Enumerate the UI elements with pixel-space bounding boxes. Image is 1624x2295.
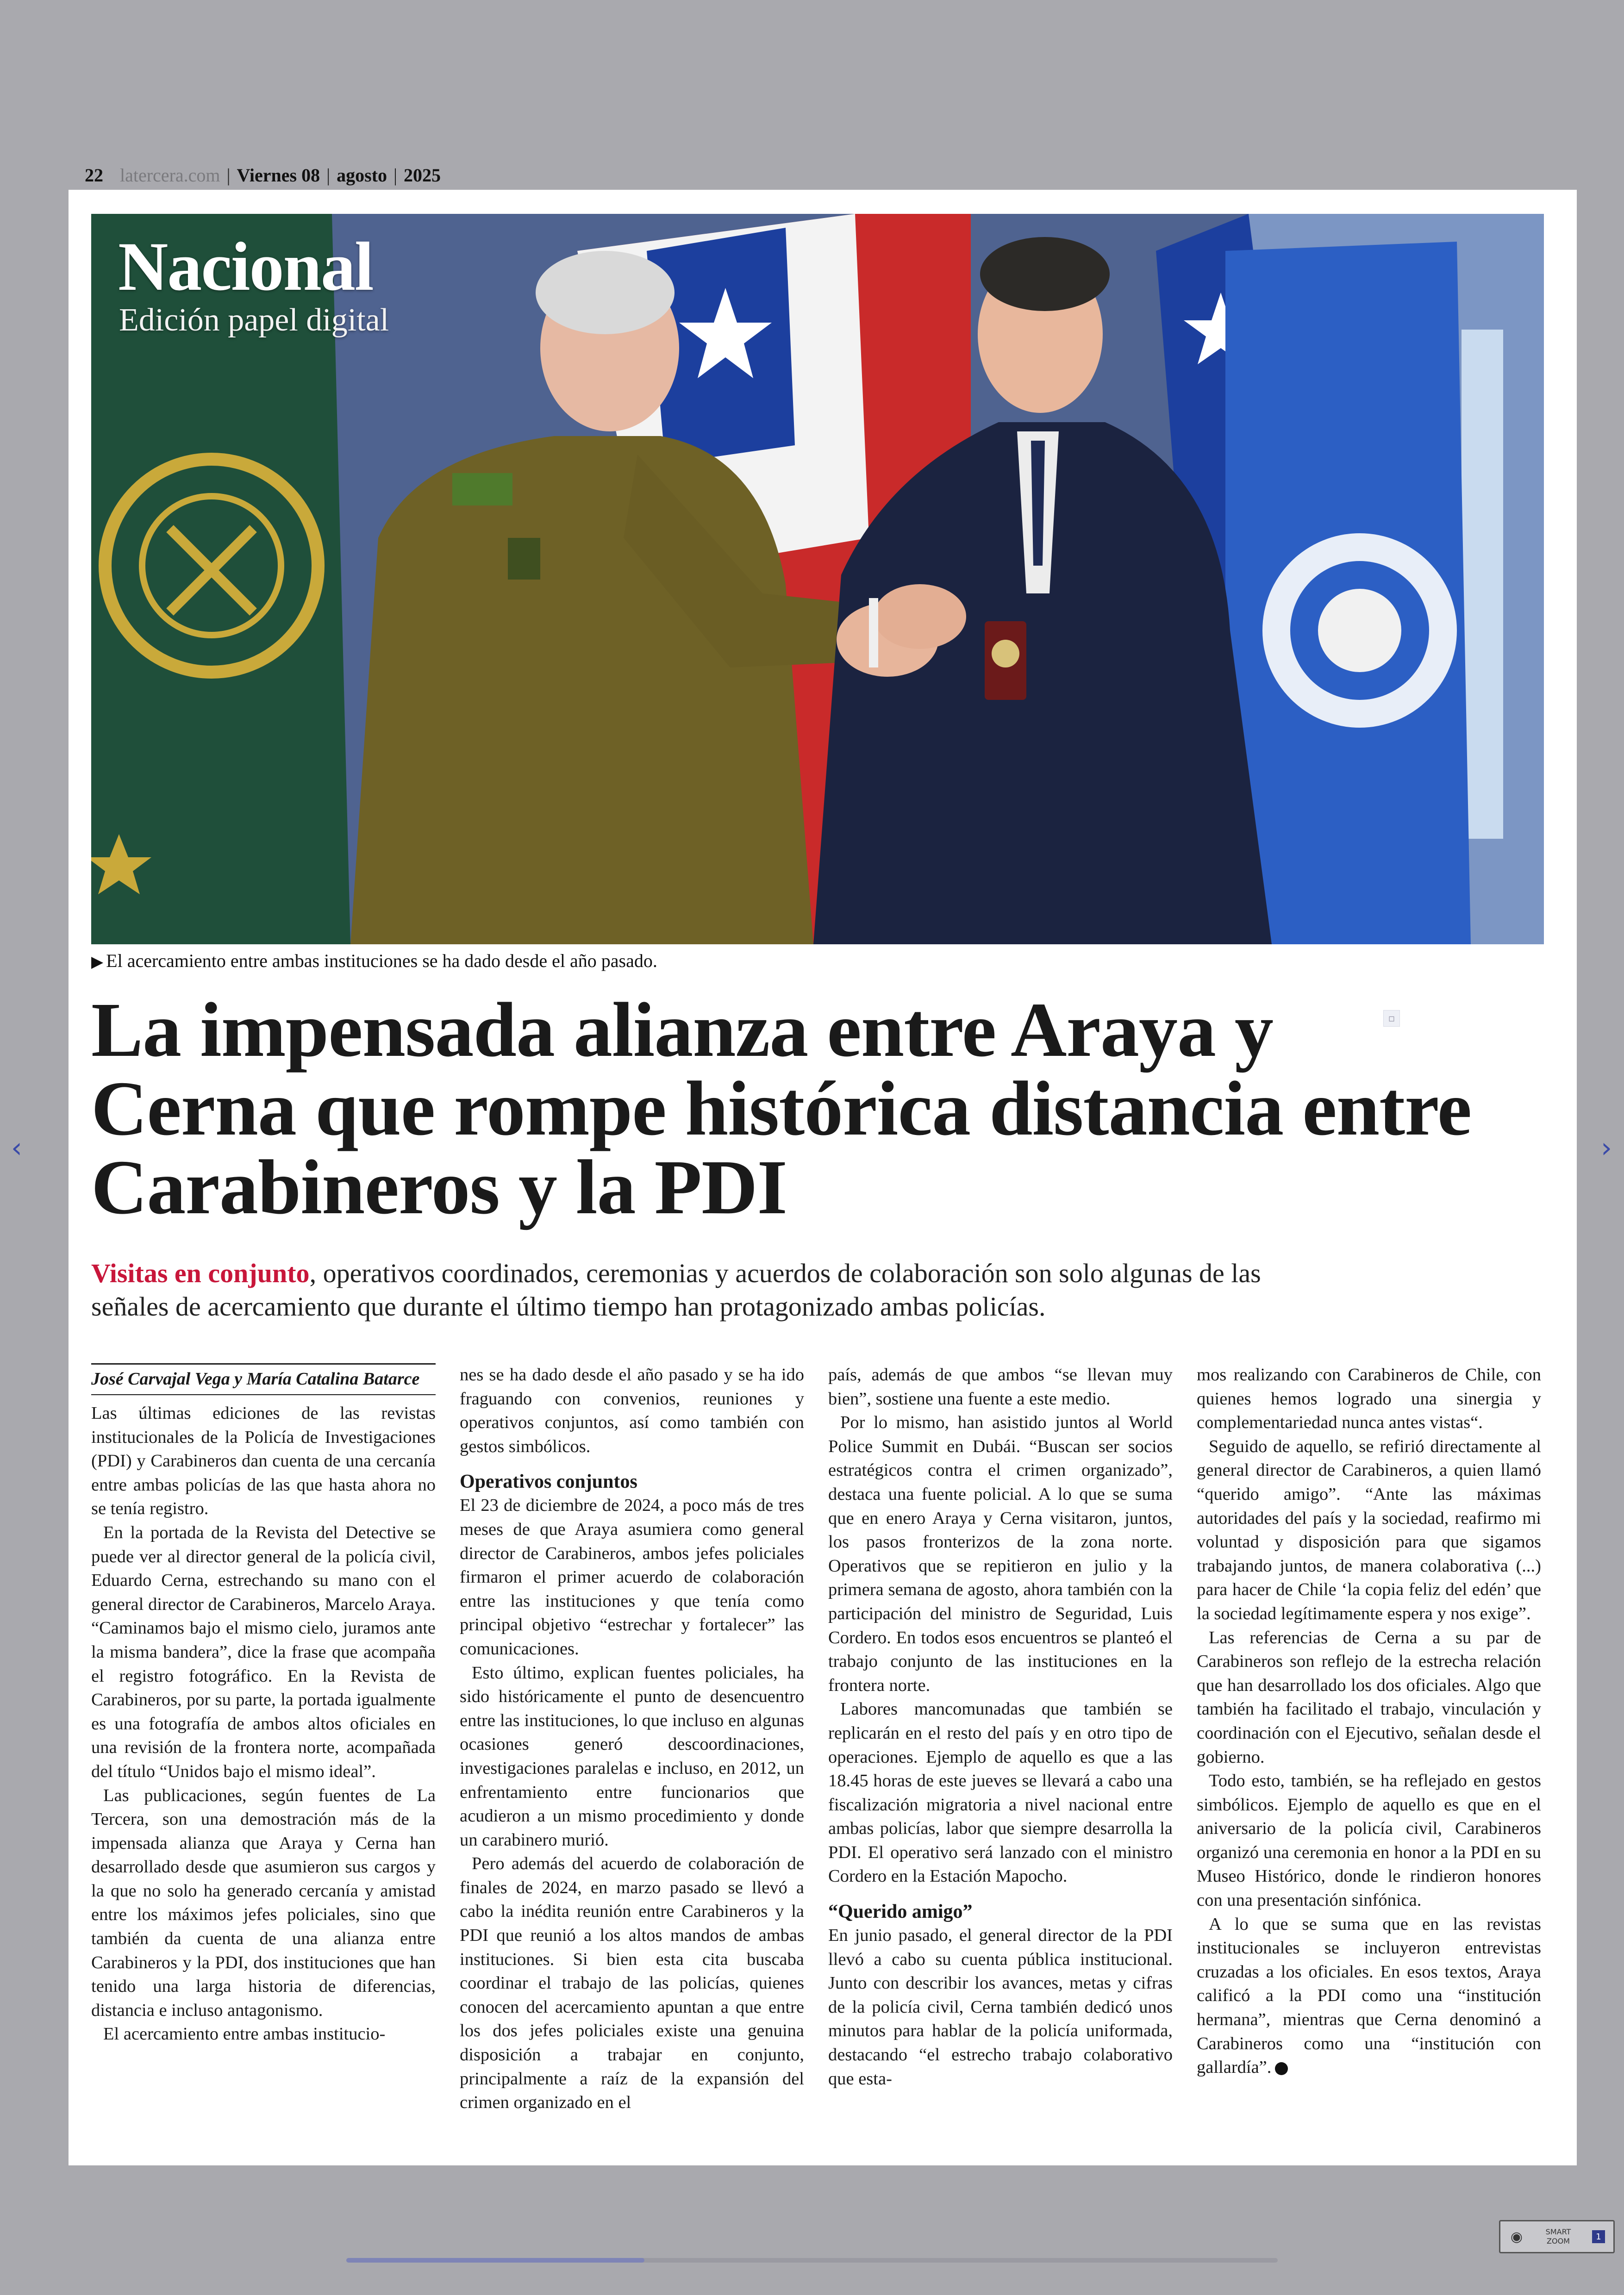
smart-zoom-label: SMART ZOOM bbox=[1545, 2227, 1571, 2245]
paragraph: Pero además del acuerdo de colaboración de finales de 2024, en marzo pasado se llevó a cabo la inédita reunión entre Carabineros y la PDI que reunió a los altos mandos de ambas instituciones. Si bien esta cita buscaba coordinar el trabajo de las policías, quienes conocen del acercamiento apuntan a que entre los dos jefes policiales existe una genuina disposición a trabajar en conjunto, principalmente a raíz de la expansión del crimen organizado en el bbox=[460, 1854, 804, 2113]
article-headline: La impensada alianza entre Araya y Cerna que rompe histórica distancia entre Carabineros y la PDI bbox=[91, 987, 1472, 1230]
chevron-right-icon: › bbox=[1601, 1132, 1612, 1164]
newspaper-page bbox=[69, 190, 1577, 2165]
smart-zoom-button[interactable] bbox=[1499, 2220, 1615, 2253]
paragraph: En la portada de la Revista del Detective se puede ver al director general de la policía civil, Eduardo Cerna, estrechando su mano con el general director de Carabineros, Marcelo Araya. “Caminamos bajo el mismo cielo, juramos ante la misma bandera”, dice la frase que acompaña el registro fotográfico. En la Revista de Carabineros, por su parte, la portada igualmente es una fotografía de ambos altos oficiales en una revisión de la frontera norte, acompañada del título “Unidos bajo el mismo ideal”. bbox=[91, 1522, 436, 1781]
page-progress-bar[interactable] bbox=[346, 2258, 1278, 2263]
paragraph: El acercamiento entre ambas institucio- bbox=[103, 2024, 386, 2044]
separator: | bbox=[394, 164, 398, 186]
paragraph: Labores mancomunadas que también se replicarán en el resto del país y en otro tipo de operaciones. Ejemplo de aquello es que a las 18.45 horas de este jueves se llevará a cabo una fiscalización migratoria a nivel nacional entre ambas policías, labor que siempre desarrolla la PDI. El operativo será lanzado con el ministro Cordero en la Estación Mapocho. bbox=[828, 1699, 1173, 1886]
paragraph: Esto último, explican fuentes policiales, ha sido históricamente el punto de desencuentro entre las instituciones, lo que incluso en algunas ocasiones generó descoordinaciones, investigaciones paralelas e incluso, en 2012, un enfrentamiento entre funcionarios que acudieron a un mismo procedimiento y donde un carabinero murió. bbox=[460, 1663, 804, 1850]
paragraph: Seguido de aquello, se refirió directamente al general director de Carabineros, a quien llamó “querido amigo”. “Ante las máximas autoridades del país y la sociedad, reafirmo mi voluntad y disposición para que sigamos trabajando juntos, de manera colaborativa (...) para hacer de Chile ‘la copia feliz del edén’ que la sociedad legítimamente espera y nos exige”. bbox=[1197, 1436, 1541, 1623]
document-icon[interactable]: ▫ bbox=[1383, 1010, 1400, 1027]
caption-arrow-icon: ▶ bbox=[91, 953, 104, 971]
next-page-button[interactable] bbox=[1593, 1129, 1620, 1166]
dek-text: , operativos coordinados, ceremonias y acuerdos de colaboración son solo algunas de las señales de acercamiento que durante el último tiempo han protagonizado ambas policías. bbox=[91, 1258, 1261, 1322]
paragraph: nes se ha dado desde el año pasado y se ha ido fraguando con convenios, reuniones y operativos conjuntos, así como también con gestos simbólicos. bbox=[460, 1365, 804, 1456]
subheading: Operativos conjuntos bbox=[460, 1471, 637, 1493]
paragraph: país, además de que ambos “se llevan muy bien”, sostiene una fuente a este medio. bbox=[828, 1365, 1173, 1409]
issue-day: Viernes 08 bbox=[237, 164, 320, 186]
paragraph-text: A lo que se suma que en las revistas institucionales se incluyeron entrevistas cruzadas a los oficiales. En esos textos, Araya calificó a la PDI como una “institución hermana”, mientras que Cerna denominó a Carabineros como una “institución con gallardía”. bbox=[1197, 1914, 1541, 2077]
article-column-3 bbox=[828, 1363, 1173, 2091]
issue-month: agosto bbox=[337, 164, 387, 186]
paragraph: Por lo mismo, han asistido juntos al World Police Summit en Dubái. “Buscan ser socios estratégicos contra el crimen organizado”, destaca una fuente policial. A lo que se suma que en enero Araya y Cerna visitaron, juntos, los pasos fronterizos de la zona norte. Operativos que se repitieron en julio y la primera semana de agosto, ahora también con la participación del ministro de Seguridad, Luis Cordero. En todos esos encuentros se planteó el trabajo conjunto de las instituciones en la frontera norte. bbox=[828, 1413, 1173, 1695]
end-mark-icon bbox=[1275, 2062, 1288, 2075]
chevron-left-icon: ‹ bbox=[11, 1132, 22, 1164]
progress-fill bbox=[346, 2258, 644, 2263]
article-dek bbox=[91, 1257, 1341, 1323]
previous-page-button[interactable] bbox=[3, 1129, 31, 1166]
paragraph: Las referencias de Cerna a su par de Carabineros son reflejo de la estrecha relación que han desarrollado los dos oficiales. Algo que también ha facilitado el trabajo, vinculación y coordinación con el Ejecutivo, señalan desde el gobierno. bbox=[1197, 1628, 1541, 1767]
page-header bbox=[85, 161, 441, 189]
byline: José Carvajal Vega y María Catalina Batarce bbox=[91, 1363, 436, 1395]
subheading: “Querido amigo” bbox=[828, 1901, 973, 1923]
section-subtitle: Edición papel digital bbox=[119, 302, 389, 338]
paragraph: En junio pasado, el general director de la PDI llevó a cabo su cuenta pública institucional. Junto con describir los avances, metas y cifras de la policía civil, Cerna también dedicó unos minutos para hablar de la policía uniformada, destacando “el estrecho trabajo colaborativo que esta- bbox=[828, 1926, 1173, 2089]
separator: | bbox=[326, 164, 331, 186]
eye-icon: ◉ bbox=[1510, 2228, 1523, 2245]
caption-text: El acercamiento entre ambas instituciones se ha dado desde el año pasado. bbox=[106, 950, 657, 971]
section-title: Nacional bbox=[118, 228, 373, 305]
separator: | bbox=[226, 164, 231, 186]
article-column-4 bbox=[1197, 1363, 1541, 2080]
issue-year: 2025 bbox=[404, 164, 441, 186]
paragraph: El 23 de diciembre de 2024, a poco más de tres meses de que Araya asumiera como general director de Carabineros, ambos jefes policiales firmaron el primer acuerdo de colaboración entre las instituciones y que tenía como principal objetivo “estrechar y fortalecer” las comunicaciones. bbox=[460, 1496, 804, 1659]
paragraph-last bbox=[1197, 1913, 1541, 2080]
smart-zoom-badge: 1 bbox=[1592, 2230, 1605, 2243]
site-name: latercera.com bbox=[120, 164, 220, 186]
article-column-1 bbox=[91, 1363, 436, 2046]
page-number: 22 bbox=[85, 164, 103, 186]
dek-kicker: Visitas en conjunto bbox=[91, 1258, 310, 1288]
lead-photo bbox=[91, 214, 1544, 944]
paragraph: Las últimas ediciones de las revistas institucionales de la Policía de Investigaciones (PDI) y Carabineros dan cuenta de una cercanía entre ambas policías de las que hasta ahora no se tenía registro. bbox=[91, 1403, 436, 1519]
paragraph: Todo esto, también, se ha reflejado en gestos simbólicos. Ejemplo de aquello es que en el aniversario de la policía civil, Carabineros organizó una ceremonia en honor a la PDI en su Museo Histórico, donde le rindieron honores con una presentación sinfónica. bbox=[1197, 1771, 1541, 1910]
paragraph: mos realizando con Carabineros de Chile, con quienes hemos logrado una sinergia y complementariedad nunca antes vistas“. bbox=[1197, 1365, 1541, 1433]
article-column-2 bbox=[460, 1363, 804, 2115]
paragraph: Las publicaciones, según fuentes de La Tercera, son una demostración más de la impensada alianza que Araya y Cerna han desarrollado desde que asumieron sus cargos y la que no solo ha generado cercanía y amistad entre los máximos jefes policiales, sino que también da cuenta de una alianza entre Carabineros y la PDI, dos instituciones que han tenido una larga historia de diferencias, distancia e incluso antagonismo. bbox=[91, 1785, 436, 2020]
photo-caption bbox=[91, 950, 657, 972]
